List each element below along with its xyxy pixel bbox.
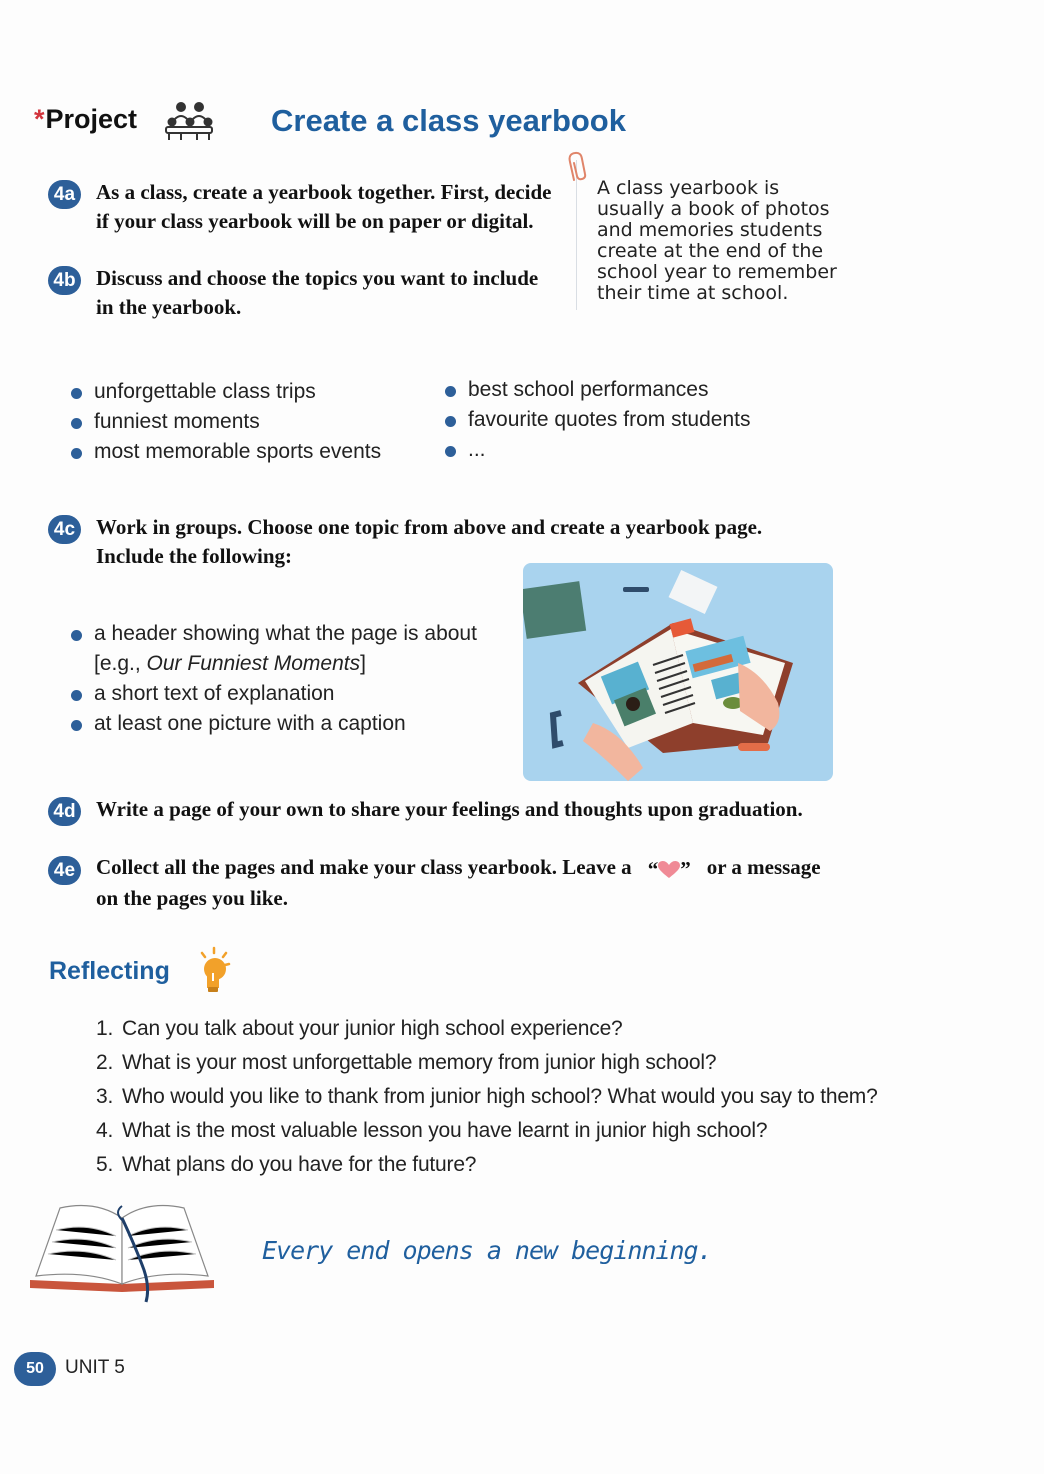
list-item-text: unforgettable class trips xyxy=(94,380,316,403)
step-badge-4c: 4c xyxy=(48,515,81,544)
step-badge-4e: 4e xyxy=(48,856,81,885)
question-item xyxy=(96,1080,878,1114)
list-item xyxy=(445,435,751,465)
question-number: 4. xyxy=(96,1119,114,1142)
list-item xyxy=(71,619,477,649)
paperclip-icon xyxy=(566,150,590,184)
project-label xyxy=(34,104,137,135)
question-item xyxy=(96,1012,878,1046)
step-4b-instruction xyxy=(96,264,538,322)
question-number: 5. xyxy=(96,1153,114,1176)
step-4d-line: Write a page of your own to share your feelings and thoughts upon graduation. xyxy=(96,797,803,821)
step-4b-line: Discuss and choose the topics you want to include xyxy=(96,266,539,290)
example-prefix: [e.g., xyxy=(94,652,147,675)
list-item-text: at least one picture with a caption xyxy=(94,712,406,735)
bullet-dot xyxy=(71,418,82,429)
step-4e-line: on the pages you like. xyxy=(96,886,288,910)
reflecting-questions xyxy=(96,1012,878,1182)
yearbook-definition-note xyxy=(597,178,837,304)
step-badge-4d: 4d xyxy=(48,797,81,826)
bullet-dot xyxy=(71,690,82,701)
step-4e-text: or a message xyxy=(706,855,821,879)
yearbook-illustration xyxy=(523,563,833,781)
list-item-text: a short text of explanation xyxy=(94,682,335,705)
page-title: Create a class yearbook xyxy=(271,103,626,138)
list-item-text: most memorable sports events xyxy=(94,440,382,463)
step-4e-text: Collect all the pages and make your class yearbook. Leave a xyxy=(96,855,632,879)
list-item-text: best school performances xyxy=(468,378,709,401)
question-item xyxy=(96,1148,878,1182)
include-list xyxy=(71,619,477,739)
step-4c-line: Include the following: xyxy=(96,544,293,568)
step-4a-instruction xyxy=(96,178,552,236)
note-line: create at the end of the xyxy=(597,240,824,262)
list-item xyxy=(445,405,751,435)
list-item xyxy=(445,375,751,405)
example-text: Our Funniest Moments xyxy=(146,652,361,675)
question-text: What is the most valuable lesson you have learnt in junior high school? xyxy=(122,1119,768,1142)
bullet-dot xyxy=(445,386,456,397)
note-line: and memories students xyxy=(597,219,823,241)
question-text: What is your most unforgettable memory from junior high school? xyxy=(122,1051,717,1074)
list-item xyxy=(71,437,381,467)
bullet-dot xyxy=(71,630,82,641)
step-4b-line: in the yearbook. xyxy=(96,295,242,319)
bullet-dot xyxy=(71,720,82,731)
example-suffix: ] xyxy=(360,652,366,675)
step-4d-instruction xyxy=(96,795,803,824)
note-line: A class yearbook is xyxy=(597,177,780,199)
bullet-dot xyxy=(71,448,82,459)
question-number: 3. xyxy=(96,1085,114,1108)
step-4e-line xyxy=(96,853,821,884)
question-number: 1. xyxy=(96,1017,114,1040)
question-number: 2. xyxy=(96,1051,114,1074)
bullet-dot xyxy=(445,446,456,457)
bullet-dot xyxy=(445,416,456,427)
list-item xyxy=(71,679,477,709)
project-label-text: Project xyxy=(45,104,138,134)
note-line: school year to remember xyxy=(597,261,837,283)
question-text: What plans do you have for the future? xyxy=(122,1153,477,1176)
closing-quote: Every end opens a new beginning. xyxy=(262,1236,712,1265)
list-item-continuation xyxy=(71,649,477,679)
open-book-icon xyxy=(26,1200,218,1304)
heart-icon xyxy=(658,861,680,879)
note-line: usually a book of photos xyxy=(597,198,830,220)
list-item-text: a header showing what the page is about xyxy=(94,622,477,645)
page-number-badge: 50 xyxy=(14,1352,56,1386)
unit-label: UNIT 5 xyxy=(65,1357,125,1378)
question-text: Who would you like to thank from junior high school? What would you say to them? xyxy=(122,1085,878,1108)
step-4c-line: Work in groups. Choose one topic from above and create a yearbook page. xyxy=(96,515,763,539)
question-item xyxy=(96,1046,878,1080)
step-4e-instruction xyxy=(96,853,821,913)
list-item xyxy=(71,377,381,407)
step-badge-4a: 4a xyxy=(48,180,81,209)
heart-quote: “ ” xyxy=(647,857,691,881)
bullet-dot xyxy=(71,388,82,399)
note-line: their time at school. xyxy=(597,282,789,304)
question-item xyxy=(96,1114,878,1148)
topics-list-left xyxy=(71,377,381,467)
group-icon xyxy=(161,100,217,142)
list-item xyxy=(71,407,381,437)
list-item-text: funniest moments xyxy=(94,410,260,433)
step-4a-line: if your class yearbook will be on paper or digital. xyxy=(96,209,534,233)
list-item xyxy=(71,709,477,739)
reflecting-title: Reflecting xyxy=(49,957,170,985)
question-text: Can you talk about your junior high school experience? xyxy=(122,1017,623,1040)
step-4a-line: As a class, create a yearbook together. First, decide xyxy=(96,180,552,204)
lightbulb-icon xyxy=(194,946,234,996)
topics-list-right xyxy=(445,375,751,465)
star-marker: * xyxy=(34,104,45,134)
step-badge-4b: 4b xyxy=(48,266,81,295)
list-item-text: favourite quotes from students xyxy=(468,408,751,431)
list-item-text: ... xyxy=(468,438,486,461)
